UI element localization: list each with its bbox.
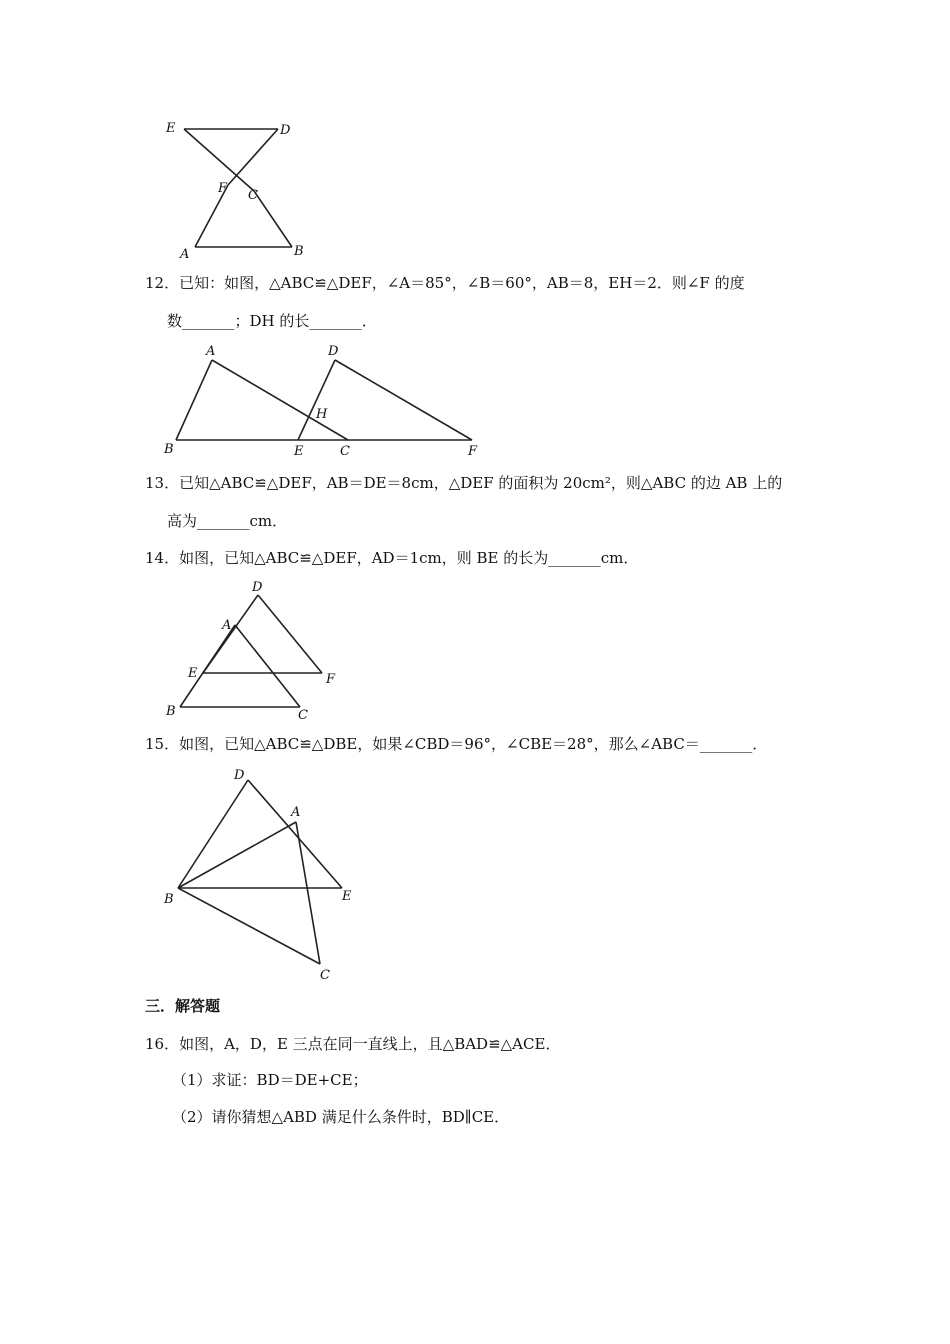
segment-CB: [254, 191, 292, 247]
question-16-part-2: （2）请你猜想△ABD 满足什么条件时，BD∥CE．: [172, 1108, 510, 1126]
segment-AC: [235, 625, 300, 707]
label-D: D: [252, 580, 263, 595]
label-C: C: [298, 708, 308, 723]
label-C: C: [248, 188, 258, 203]
label-B: B: [164, 892, 174, 907]
label-A: A: [180, 247, 190, 262]
segment-BC: [178, 888, 320, 964]
label-A: A: [222, 618, 232, 633]
label-D: D: [280, 123, 291, 138]
label-F: F: [326, 672, 336, 687]
figure-q11-svg: [160, 115, 320, 265]
figure-q15: [160, 760, 380, 985]
label-B: B: [164, 442, 174, 457]
figure-q12-svg: [160, 338, 490, 463]
figure-q14-svg: [160, 575, 360, 725]
question-12-line-2: 数_______；DH 的长_______．: [167, 312, 377, 330]
figure-q14: [160, 575, 360, 725]
label-C: C: [340, 444, 350, 459]
segment-DB: [178, 780, 248, 888]
question-14-line-1: 14．如图，已知△ABC≌△DEF，AD＝1cm，则 BE 的长为_______cm．: [145, 549, 639, 567]
figure-q12: [160, 338, 490, 463]
segment-AC: [296, 822, 320, 964]
question-13-line-2: 高为_______cm．: [167, 512, 288, 530]
figure-q11: [160, 115, 320, 265]
segment-DE: [248, 780, 342, 888]
label-E: E: [294, 444, 304, 459]
label-F: F: [218, 181, 228, 196]
label-B: B: [294, 244, 304, 259]
figure-q15-svg: [160, 760, 380, 985]
segment-DF: [228, 129, 278, 185]
segment-BA: [178, 822, 296, 888]
segment-AB: [176, 360, 212, 440]
segment-DF: [335, 360, 472, 440]
question-16-line-1: 16．如图，A，D，E 三点在同一直线上，且△BAD≌△ACE．: [145, 1035, 561, 1053]
label-D: D: [328, 344, 339, 359]
question-16-part-1: （1）求证：BD＝DE+CE；: [172, 1071, 368, 1089]
label-E: E: [166, 121, 176, 136]
label-B: B: [166, 704, 176, 719]
label-A: A: [291, 805, 301, 820]
segment-AC: [212, 360, 348, 440]
section-heading: 三．解答题: [145, 997, 221, 1015]
label-H: H: [316, 407, 328, 422]
label-E: E: [188, 666, 198, 681]
label-E: E: [342, 889, 352, 904]
segment-DF: [258, 595, 322, 673]
question-15-line-1: 15．如图，已知△ABC≌△DBE，如果∠CBD＝96°，∠CBE＝28°，那么∠ABC＝_______．: [145, 735, 768, 753]
question-12-line-1: 12．已知：如图，△ABC≌△DEF，∠A＝85°，∠B＝60°，AB＝8，EH＝2．则∠F 的度: [145, 274, 745, 292]
segment-DE: [298, 360, 335, 440]
label-A: A: [206, 344, 216, 359]
question-13-line-1: 13．已知△ABC≌△DEF，AB＝DE＝8cm，△DEF 的面积为 20cm²，则△ABC 的边 AB 上的: [145, 474, 783, 492]
label-F: F: [468, 444, 478, 459]
label-D: D: [234, 768, 245, 783]
label-C: C: [320, 968, 330, 983]
